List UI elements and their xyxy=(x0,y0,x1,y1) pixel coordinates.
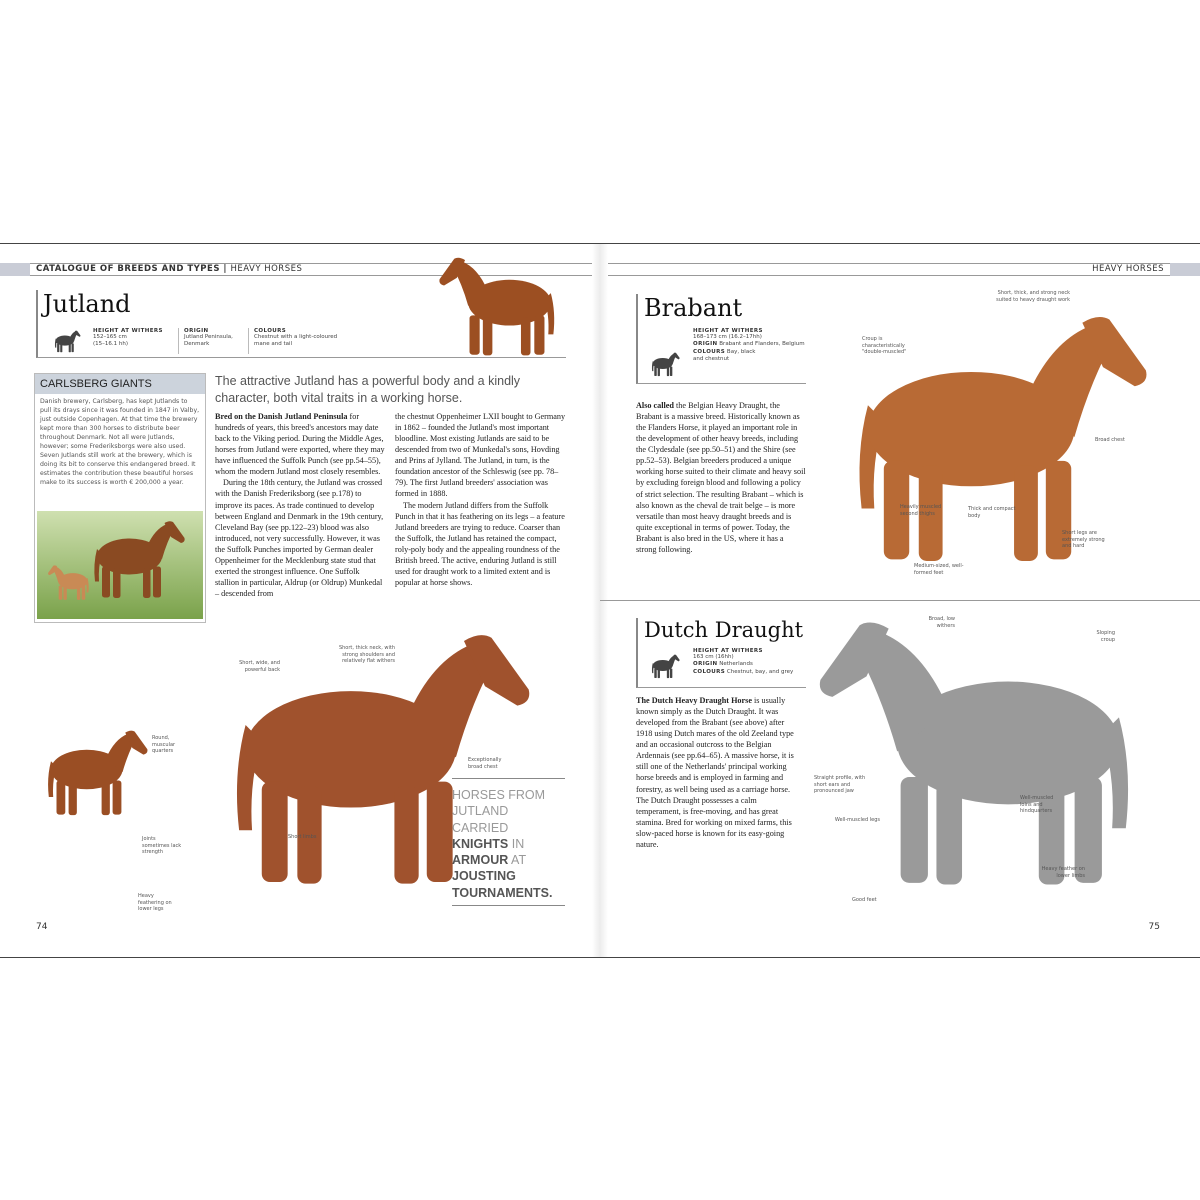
paragraph: the chestnut Oppenheimer LXII bought to Germany in 1862 – founded the Jutland's most important bloodline. Most existing Jutlands are said to be descended from two of Munkedal's sons, Hovding and Prins af Jylland. The Jutland, in turn, is the foundation ancestor of the Schleswig (see pp. 78–79). The first Jutland breeders' association was formed in 1888. xyxy=(395,412,566,499)
height-value: 152–165 cm xyxy=(93,334,127,340)
paragraph: for hundreds of years, this breed's ancestors may date back to the Viking period. During the Middle Ages, horses from Jutland were exported, where they may have influenced the Suffolk Punch (see pp.54–55), whom the modern Jutland most closely resembles. xyxy=(215,412,385,477)
jutland-head-photo xyxy=(430,255,570,363)
annotation: Medium-sized, well-formed feet xyxy=(914,563,964,576)
brabant-title: Brabant xyxy=(644,294,743,322)
section-title: CATALOGUE OF BREEDS AND TYPES xyxy=(36,264,220,274)
origin-value: Brabant and Flanders, Belgium xyxy=(719,341,805,348)
jutland-title: Jutland xyxy=(43,290,131,318)
origin-value: Jutland Peninsula, xyxy=(184,334,233,340)
lead-in: Also called xyxy=(636,401,674,410)
pull-quote xyxy=(452,778,565,906)
colours-label: COLOURS xyxy=(693,668,726,675)
jutland-rear-photo xyxy=(40,645,150,905)
annotation: Straight profile, with short ears and pronounced jaw xyxy=(814,775,866,794)
horse-silhouette-icon xyxy=(648,654,682,680)
brabant-factbox xyxy=(636,294,806,384)
sidebar-text: Danish brewery, Carlsberg, has kept Jutlands to pull its drays since it was founded in 1847 in Valby, just outside Copenhagen. At that time the brewery kept more than 300 horses to distribute beer throughout Denmark. Not all were Jutlands, however; some Frederiksborgs were also used. Seven Jutlands still work at the brewery, which is doing its bit to conserve this endangered breed. It estimates the contribution these beautiful horses make to its success is worth € 200,000 a year. xyxy=(40,398,200,486)
section-subtitle-right: HEAVY HORSES xyxy=(1092,264,1164,274)
annotation: Joints sometimes lack strength xyxy=(142,836,182,855)
dutch-draught-photo xyxy=(795,615,1170,905)
jutland-column-2 xyxy=(395,411,567,588)
quote-text: IN xyxy=(508,836,525,851)
annotation: Round, muscular quarters xyxy=(152,735,176,754)
carlsberg-sidebar xyxy=(34,373,206,623)
height-value: 168–173 cm (16.2–17hh) xyxy=(693,334,762,340)
mare-image xyxy=(77,519,197,604)
lead-in: Bred on the Danish Jutland Peninsula xyxy=(215,412,348,421)
quote-emphasis: KNIGHTS xyxy=(452,836,509,851)
page-number-right: 75 xyxy=(1148,922,1160,932)
annotation: Thick and compact body xyxy=(968,506,1016,519)
annotation: Short, wide, and powerful back xyxy=(239,660,280,673)
colours-value: Chestnut, bay, and grey xyxy=(726,668,794,675)
horse-silhouette-icon xyxy=(48,330,86,354)
origin-value-2: Denmark xyxy=(184,341,210,348)
annotation: Good feet xyxy=(852,897,877,903)
annotation: Broad chest xyxy=(1095,437,1125,443)
colours-value: Bay, black and chestnut xyxy=(693,348,756,363)
annotation: Well-muscled legs xyxy=(834,817,880,823)
height-value: 163 cm (16hh) xyxy=(693,654,734,660)
colours-label: COLOURS xyxy=(254,328,287,334)
height-label: HEIGHT AT WITHERS xyxy=(693,328,763,334)
annotation: Sloping croup xyxy=(1096,630,1115,643)
origin-value: Netherlands xyxy=(719,661,753,668)
annotation: Broad, low withers xyxy=(928,616,955,629)
annotation: Well-muscled loins and hindquarters xyxy=(1020,795,1054,814)
divider xyxy=(600,600,1200,601)
header-rule-right xyxy=(608,263,1170,276)
origin-label: ORIGIN xyxy=(184,328,209,334)
annotation: Exceptionally broad chest xyxy=(468,757,502,770)
brabant-text xyxy=(636,400,806,555)
sidebar-title: CARLSBERG GIANTS xyxy=(35,374,205,394)
left-tab-marker xyxy=(0,263,30,276)
dutch-title: Dutch Draught xyxy=(644,618,804,642)
quote-text: HORSES FROM JUTLAND CARRIED xyxy=(452,788,546,835)
colours-label: COLOURS xyxy=(693,348,726,355)
paragraph: the Belgian Heavy Draught, the Brabant is a massive breed. Historically known as the Flanders Horse, it played an important role in the development of other heavy breeds, including the Clydesdale (see pp.50–51) and the Shire (see pp.52–53). Belgian breeders produced a unique working horse suited to their climate and heavy soil by excluding foreign blood and following a policy of strict selection. The resulting Brabant – which is also known as the cheval de trait belge – is more versatile than most heavy draught breeds and is quite exceptional in terms of power. Today, the Brabant is also bred in the US, where it has a strong following. xyxy=(636,401,806,554)
origin-label: ORIGIN xyxy=(693,661,718,668)
annotation: Heavy feathering on lower legs xyxy=(138,893,172,912)
mare-foal-photo xyxy=(37,511,203,619)
annotation: Heavy feather on lower limbs xyxy=(1041,866,1085,879)
dutch-factbox xyxy=(636,618,806,688)
foal-image xyxy=(47,561,92,606)
page-number-left: 74 xyxy=(36,922,48,932)
dutch-text xyxy=(636,695,796,850)
quote-emphasis: ARMOUR xyxy=(452,853,509,867)
colours-value-2: mane and tail xyxy=(254,341,293,348)
lead-in: The Dutch Heavy Draught Horse xyxy=(636,696,752,705)
horse-silhouette-icon xyxy=(648,352,682,378)
annotation: Short limbs xyxy=(288,834,317,840)
jutland-column-1 xyxy=(215,411,385,599)
annotation: Short legs are extremely strong and hard xyxy=(1062,530,1105,549)
paragraph: During the 18th century, the Jutland was crossed with the Danish Frederiksborg (see p.178) to improve its paces. As trade continued to develop between England and Denmark in the 19th century, Cleveland Bay (see pp.122–23) blood was also introduced, not very successfully. However, it was the Suffolk Punches imported by German dealer Oppenheimer for the Mecklenburg state stud that exerted the strongest influence. One Suffolk stallion in particular, Aldrup (or Oldrup) Munkedal – descended from xyxy=(215,478,384,598)
quote-text: AT xyxy=(508,853,526,867)
origin-label: ORIGIN xyxy=(693,341,718,348)
running-header-left: CATALOGUE OF BREEDS AND TYPES | HEAVY HORSES xyxy=(36,264,303,274)
annotation: Short, thick neck, with strong shoulders and relatively flat withers xyxy=(338,645,395,664)
annotation: Heavily muscled second thighs xyxy=(900,504,942,517)
right-tab-marker xyxy=(1170,263,1200,276)
height-label: HEIGHT AT WITHERS xyxy=(693,648,763,654)
annotation: Croup is characteristically "double-muscled" xyxy=(862,336,907,355)
paragraph: is usually known simply as the Dutch Draught. It was developed from the Brabant (see above) after 1918 using Dutch mares of the old Zeeland type and an occasional outcross to the Belgian Ardennais (see pp.64–65). A massive horse, it is still one of the Netherlands' principal working horse breeds and is employed in farming and forestry, as well being used as a carriage horse. The Dutch Draught possesses a calm temperament, is free-moving, and has great stamina. Bred for working on mixed farms, this slow-paced horse is known for its easy-going nature. xyxy=(636,696,794,849)
colours-value: Chestnut with a light-coloured xyxy=(254,334,338,340)
section-subtitle: HEAVY HORSES xyxy=(230,264,303,274)
annotation: Short, thick, and strong neck suited to heavy draught work xyxy=(996,290,1070,303)
quote-emphasis: JOUSTING TOURNAMENTS. xyxy=(452,869,553,900)
height-value-hh: (15–16.1 hh) xyxy=(93,341,129,348)
paragraph: The modern Jutland differs from the Suffolk Punch in that it has feathering on its legs – a feature Jutland breeders are trying to reduce. Coarser than the Suffolk, the Jutland has retained the compact, roly-poly body and the appealing roundness of the British breed. The active, enduring Jutland is still used for draught work to a limited extent and is popular at horse shows. xyxy=(395,500,565,587)
jutland-intro: The attractive Jutland has a powerful body and a kindly character, both vital traits in a working horse. xyxy=(215,374,521,405)
height-label: HEIGHT AT WITHERS xyxy=(93,328,163,334)
